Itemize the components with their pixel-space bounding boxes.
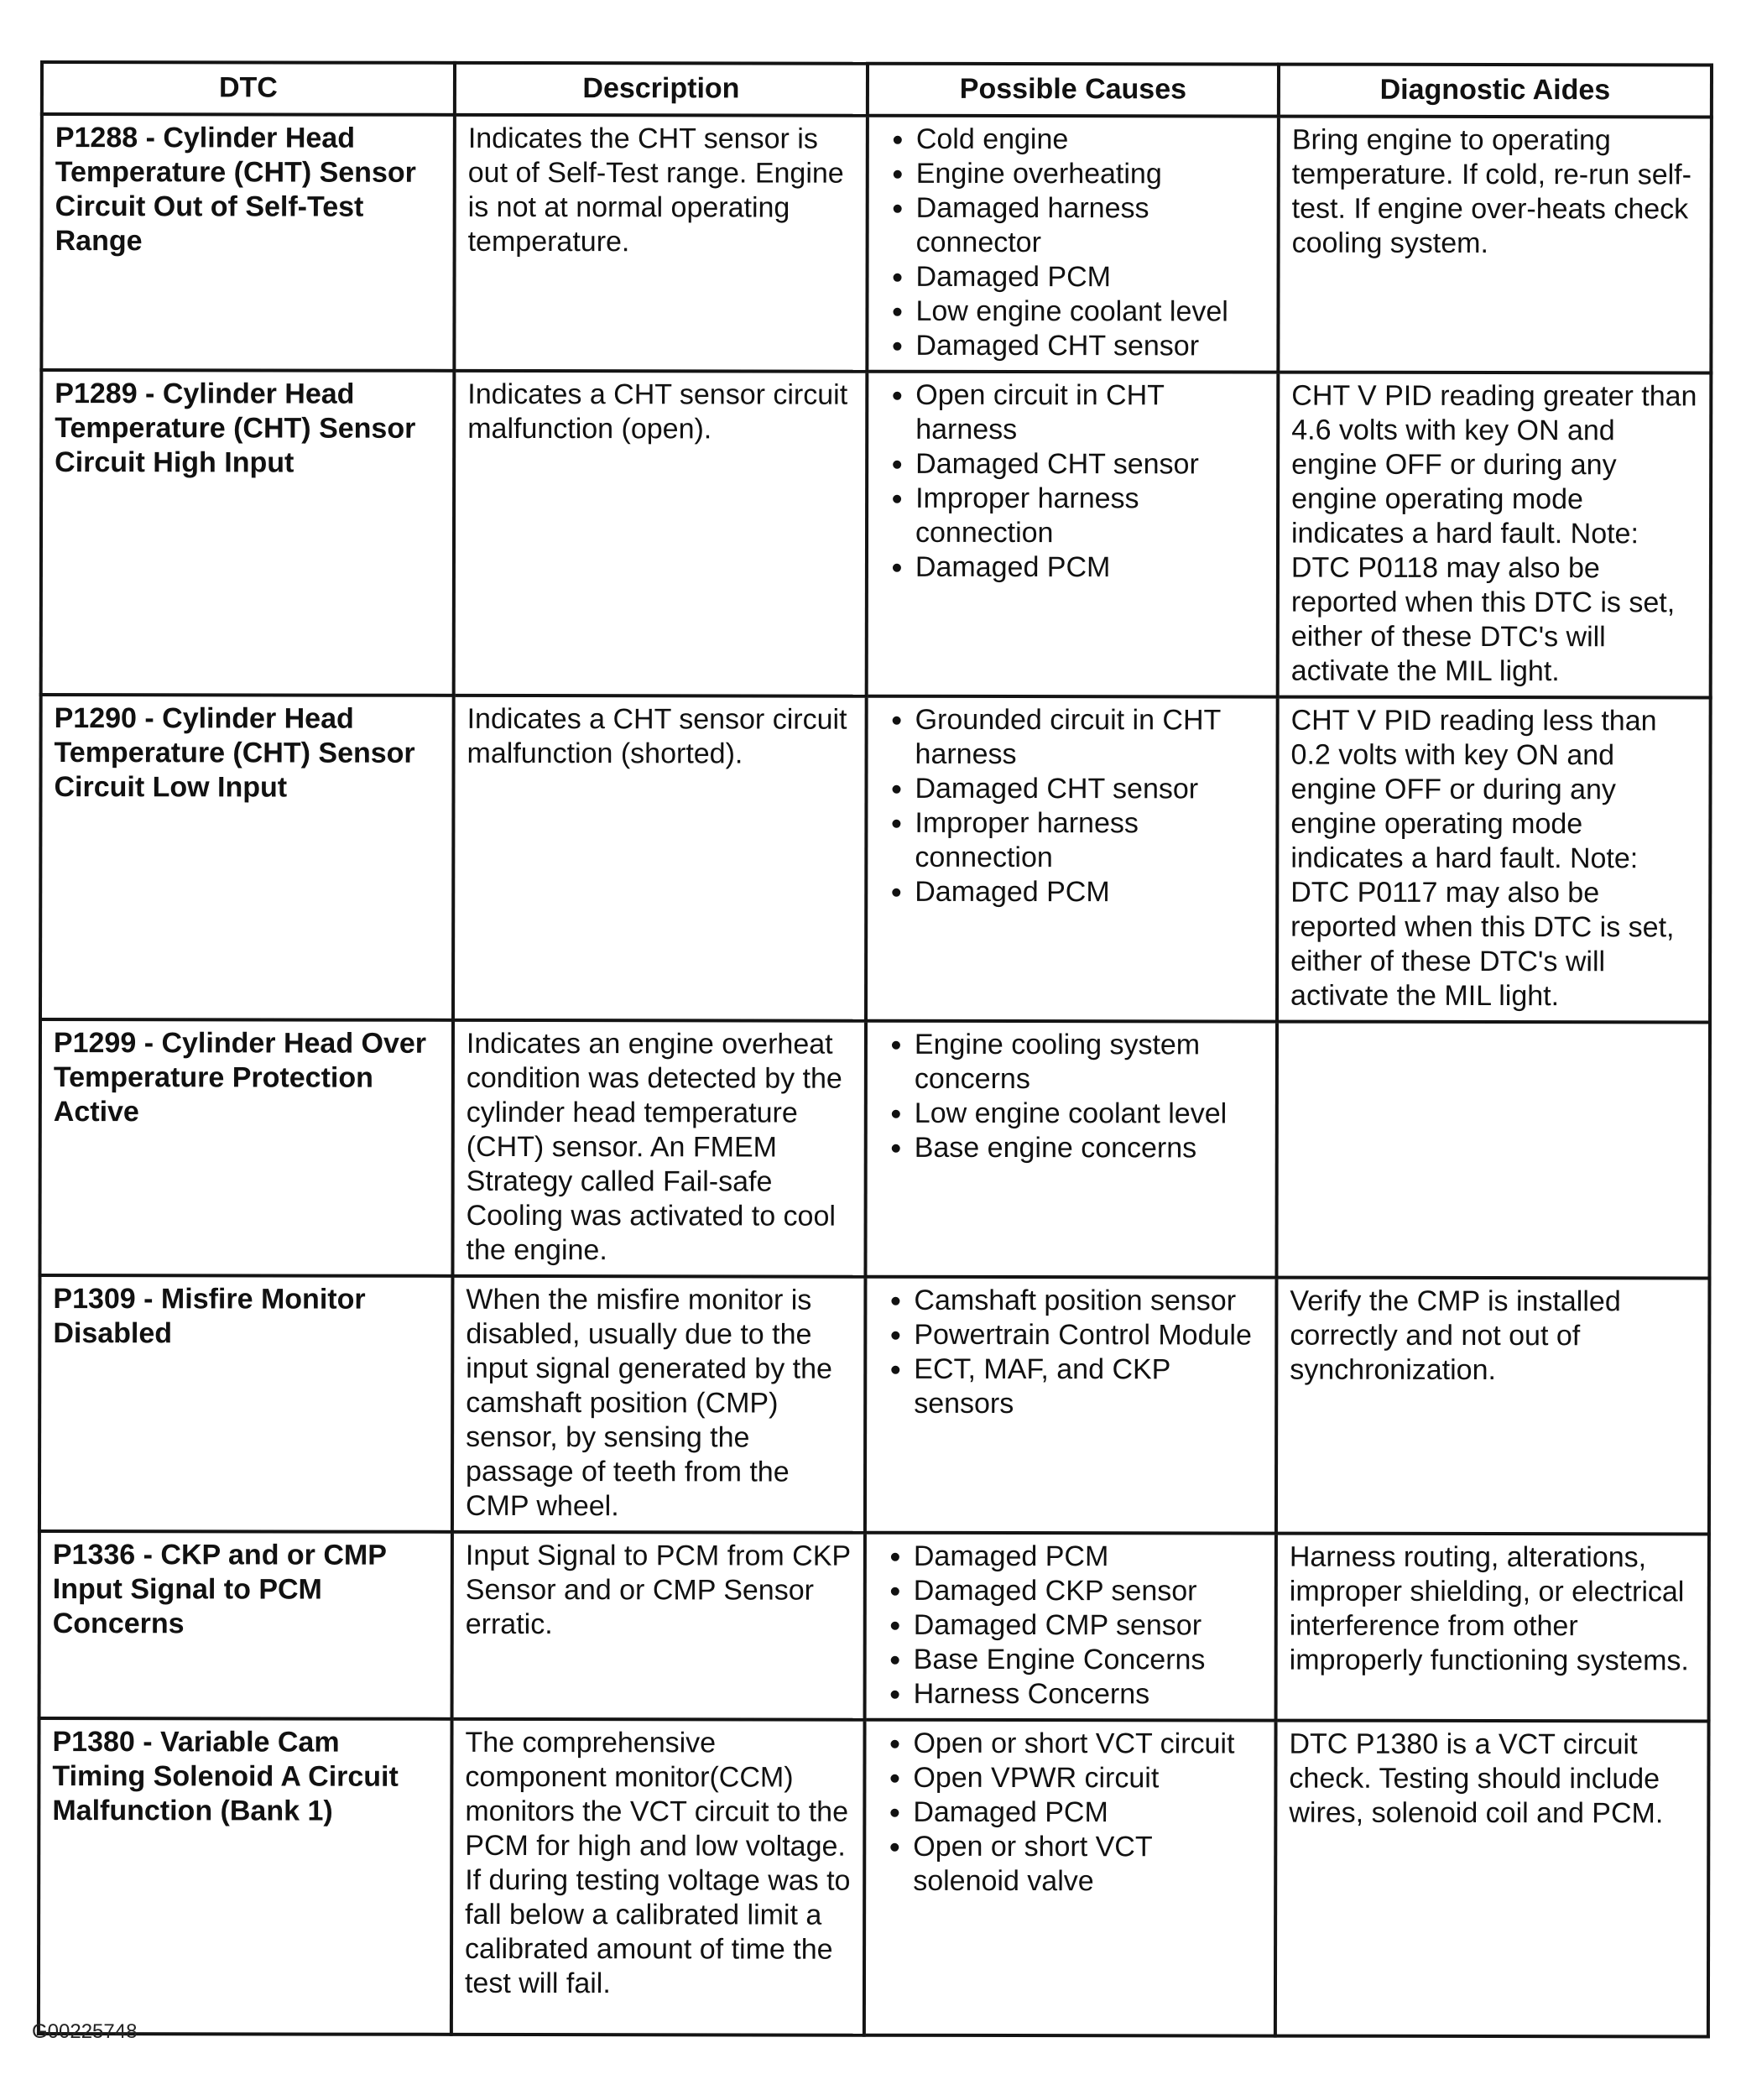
cause-item: • Damaged PCM (913, 1795, 1262, 1831)
aides-cell: Bring engine to operating temperature. If cold, re-run self-test. If engine over-heats check cooling system. (1278, 117, 1712, 373)
header-diagnostic-aides: Diagnostic Aides (1279, 65, 1712, 117)
cause-item: • Engine overheating (916, 157, 1265, 192)
causes-list (880, 122, 1265, 364)
figure-id: G00225748 (32, 2020, 138, 2043)
dtc-cell: P1299 - Cylinder Head Over Temperature Protection Active (39, 1019, 453, 1276)
cause-item: • Cold engine (916, 122, 1265, 158)
description-cell: When the misfire monitor is disabled, usually due to the input signal generated by the camshaft position (CMP) sensor, by sensing the passage of teeth from the CMP wheel. (452, 1276, 866, 1533)
cause-item: • ECT, MAF, and CKP sensors (914, 1352, 1263, 1422)
cause-item: • Damaged CKP sensor (914, 1574, 1263, 1609)
table-row (39, 1531, 1709, 1721)
causes-cell (867, 116, 1279, 373)
description-cell: Indicates a CHT sensor circuit malfunction (shorted). (453, 696, 867, 1021)
aides-cell: DTC P1380 is a VCT circuit check. Testing should include wires, solenoid coil and PCM. (1275, 1721, 1709, 2037)
cause-item: • Low engine coolant level (915, 1097, 1264, 1132)
causes-cell (865, 1021, 1277, 1278)
dtc-cell: P1288 - Cylinder Head Temperature (CHT) Sensor Circuit Out of Self-Test Range (41, 114, 455, 371)
cause-item: • Improper harness connection (915, 806, 1264, 876)
cause-item: • Harness Concerns (914, 1677, 1263, 1712)
causes-list (878, 1284, 1263, 1422)
description-cell: The comprehensive component monitor(CCM) monitors the VCT circuit to the PCM for high and low voltage. If during testing voltage was to fall below a calibrated limit a calibrated amount of time the test will fail. (451, 1719, 865, 2035)
causes-list (880, 378, 1264, 586)
cause-item: • Powertrain Control Module (914, 1318, 1263, 1353)
cause-item: • Grounded circuit in CHT harness (915, 703, 1264, 773)
cause-item: • Open or short VCT circuit (913, 1727, 1262, 1762)
aides-cell: CHT V PID reading greater than 4.6 volts with key ON and engine OFF or during any engine operating mode indicates a hard fault. Note: DTC P0118 may also be reported when this DTC is set, either of these DTC's will activate the MIL light. (1278, 373, 1712, 698)
description-cell: Indicates the CHT sensor is out of Self-Test range. Engine is not at normal operating temperature. (454, 115, 868, 372)
description-cell: Indicates an engine overheat condition was detected by the cylinder head temperature (CHT) sensor. An FMEM Strategy called Fail-safe Cooling was activated to cool the engine. (452, 1020, 866, 1277)
cause-item: • Damaged CHT sensor (915, 447, 1264, 482)
dtc-cell: P1380 - Variable Cam Timing Solenoid A Circuit Malfunction (Bank 1) (39, 1718, 452, 2035)
cause-item: • Improper harness connection (915, 482, 1264, 551)
cause-item: • Damaged PCM (914, 1540, 1263, 1575)
dtc-cell: P1336 - CKP and or CMP Input Signal to PCM Concerns (39, 1531, 452, 1719)
cause-item: • Open or short VCT solenoid valve (913, 1830, 1262, 1899)
cause-item: • Damaged CMP sensor (914, 1608, 1263, 1644)
causes-list (878, 1727, 1262, 1899)
table-header-row (42, 62, 1712, 117)
cause-item: • Base engine concerns (915, 1131, 1264, 1166)
cause-item: • Damaged PCM (916, 260, 1265, 295)
aides-cell: Harness routing, alterations, improper shielding, or electrical interference from other improperly functioning systems. (1276, 1534, 1709, 1722)
causes-cell (866, 696, 1278, 1022)
aides-cell (1276, 1022, 1710, 1279)
table-row (39, 1275, 1710, 1534)
header-description: Description (455, 63, 868, 116)
description-cell: Indicates a CHT sensor circuit malfunction (open). (454, 371, 868, 696)
table-row (39, 1718, 1709, 2036)
cause-item: • Damaged CHT sensor (915, 329, 1264, 364)
cause-item: • Damaged PCM (915, 550, 1264, 586)
dtc-cell: P1309 - Misfire Monitor Disabled (39, 1275, 453, 1532)
aides-cell: CHT V PID reading less than 0.2 volts with key ON and engine OFF or during any engine operating mode indicates a hard fault. Note: DTC P0117 may also be reported when this DTC is set, either of these DTC's will activate the MIL light. (1277, 697, 1711, 1023)
dtc-table (37, 60, 1713, 2038)
dtc-cell: P1289 - Cylinder Head Temperature (CHT) Sensor Circuit High Input (41, 370, 455, 696)
cause-item: • Low engine coolant level (915, 294, 1264, 330)
causes-list (879, 703, 1264, 910)
causes-cell (865, 1277, 1277, 1534)
cause-item: • Engine cooling system concerns (915, 1028, 1264, 1097)
cause-item: • Open circuit in CHT harness (915, 378, 1264, 448)
cause-item: • Open VPWR circuit (913, 1761, 1262, 1796)
cause-item: • Base Engine Concerns (914, 1643, 1263, 1678)
cause-item: • Damaged PCM (915, 875, 1264, 910)
table-row (40, 695, 1711, 1022)
causes-cell (867, 372, 1279, 697)
causes-list (879, 1028, 1264, 1166)
dtc-cell: P1290 - Cylinder Head Temperature (CHT) Sensor Circuit Low Input (40, 695, 454, 1020)
description-cell: Input Signal to PCM from CKP Sensor and or CMP Sensor erratic. (452, 1532, 865, 1720)
table-row (41, 114, 1712, 373)
causes-list (878, 1540, 1263, 1712)
header-possible-causes: Possible Causes (868, 64, 1279, 117)
cause-item: • Damaged CHT sensor (915, 772, 1264, 807)
causes-cell (865, 1533, 1276, 1721)
table-row (39, 1019, 1710, 1278)
cause-item: • Camshaft position sensor (914, 1284, 1263, 1319)
header-dtc: DTC (42, 62, 455, 115)
table-row (41, 370, 1712, 697)
aides-cell: Verify the CMP is installed correctly and not out of synchronization. (1276, 1278, 1710, 1535)
causes-cell (864, 1720, 1276, 2036)
cause-item: • Damaged harness connector (916, 191, 1265, 261)
